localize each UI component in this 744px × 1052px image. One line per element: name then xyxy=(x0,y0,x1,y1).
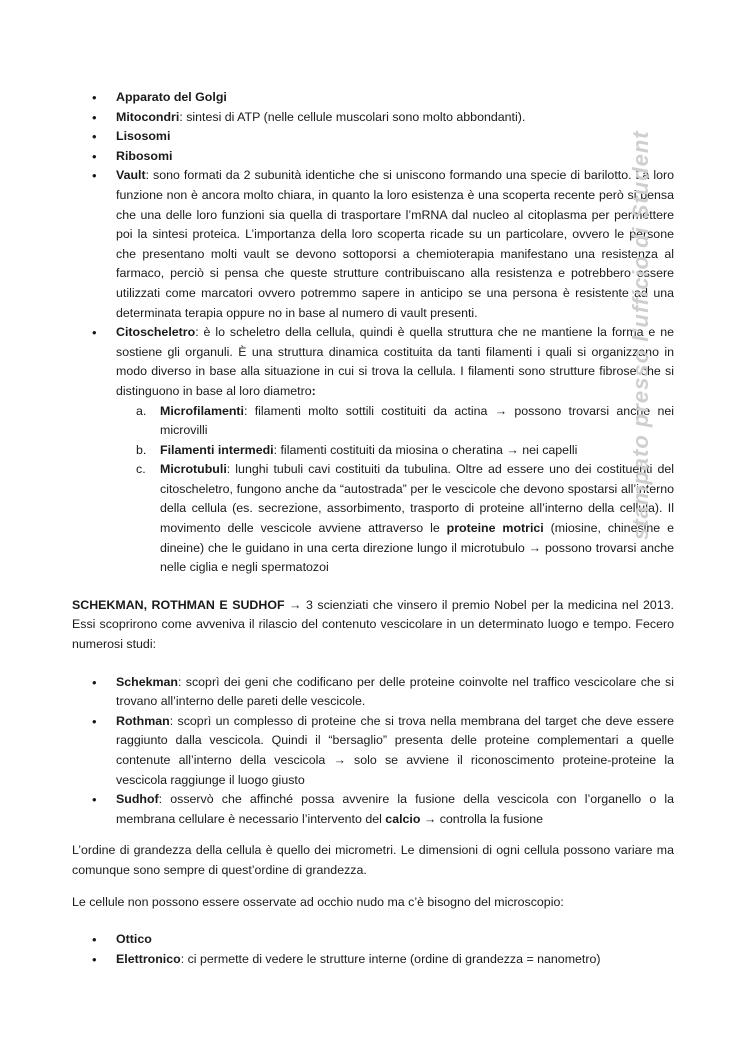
term: Sudhof xyxy=(116,792,159,807)
list-item-citoscheletro xyxy=(72,323,674,401)
colon: : xyxy=(311,383,316,398)
term: Elettronico xyxy=(116,951,181,966)
list-item xyxy=(72,673,674,712)
term: Ribosomi xyxy=(116,148,173,163)
description: → 3 scienziati che vinsero il premio Nobel per la medicina nel 2013. Essi scoprirono come avveniva il rilascio del contenuto vescicolare in un determinato luogo e tempo. Fecero numerosi studi: xyxy=(72,597,674,652)
list-item xyxy=(72,930,674,950)
sublist-marker: c. xyxy=(136,462,146,477)
sublist-item xyxy=(72,402,674,441)
list-item xyxy=(72,88,674,108)
term: Apparato del Golgi xyxy=(116,90,227,104)
scientists-names: SCHEKMAN, ROTHMAN E SUDHOF xyxy=(72,597,285,612)
term: Citoscheletro xyxy=(116,325,196,340)
term: Rothman xyxy=(116,713,170,728)
term: Vault xyxy=(116,168,146,183)
description: : filamenti molto sottili costituiti da actina → possono trovarsi anche nei microvilli xyxy=(160,403,674,438)
nobel-paragraph xyxy=(72,596,674,655)
list-item-vault xyxy=(72,166,674,323)
size-paragraph: L’ordine di grandezza della cellula è quello dei micrometri. Le dimensioni di ogni cellula possono variare ma comunque sono sempre di quest’ordine di grandezza. xyxy=(72,843,674,877)
filament-sublist xyxy=(72,402,674,578)
document-body xyxy=(72,88,674,969)
organelles-list xyxy=(72,88,674,402)
term: Filamenti intermedi xyxy=(160,442,274,457)
list-item xyxy=(72,127,674,147)
term: Microfilamenti xyxy=(160,403,244,418)
term: Ottico xyxy=(116,932,152,947)
term: proteine motrici xyxy=(446,521,544,536)
description: : è lo scheletro della cellula, quindi è quella struttura che ne mantiene la forma e ne sostiene gli organuli. È una struttura dinamica costituita da tanti filamenti i quali si organizzano in modo diverso in base alla situazione in cui si trova la cellula. I filamenti sono strutture fibrose che si distinguono in base al loro diametro xyxy=(116,325,674,398)
term: Schekman xyxy=(116,674,178,689)
list-item xyxy=(72,108,674,128)
list-item xyxy=(72,147,674,167)
description: : ci permette di vedere le strutture interne (ordine di grandezza = nanometro) xyxy=(180,951,601,966)
list-item xyxy=(72,950,674,970)
watermark: stampato presso l’ufficio di Student xyxy=(628,130,653,540)
term: calcio xyxy=(385,811,421,826)
term: Mitocondri xyxy=(116,109,180,124)
scientists-list xyxy=(72,673,674,830)
sublist-marker: b. xyxy=(136,442,147,457)
term: Lisosomi xyxy=(116,129,171,144)
microscope-paragraph: Le cellule non possono essere osservate ad occhio nudo ma c’è bisogno del microscopio: xyxy=(72,894,564,909)
term: Microtubuli xyxy=(160,462,227,477)
description: : sono formati da 2 subunità identiche che si uniscono formando una specie di barilotto. La loro funzione non è ancora molto chiara, in quanto la loro esistenza è una scoperta recente però si pensa che una delle loro funzioni sia quella di trasportare l’mRNA dal nucleo al citoplasma per permettere poi la sintesi proteica. L’importanza della loro scoperta ricade su un particolare, ovvero le persone che presentano molti vault se devono sottoporsi a chemioterapia manifestano una resistenza al farmaco, perciò si pensa che queste strutture contribuiscano alla resistenza e potrebbero essere utilizzati come marcatori ovvero potremmo sapere in anticipo se una persona è resistente ad una determinata terapia oppure no in base al numero di vault presenti. xyxy=(116,168,674,320)
description: : filamenti costituiti da miosina o cheratina → nei capelli xyxy=(273,442,578,457)
list-item xyxy=(72,712,674,790)
description: → controlla la fusione xyxy=(420,811,544,826)
description: : sintesi di ATP (nelle cellule muscolari sono molto abbondanti). xyxy=(179,109,526,124)
description: (miosine, chinesine e dineine) che le guidano in una certa direzione lungo il microtubulo → possono trovarsi anche nelle ciglia e negli spermatozoi xyxy=(160,521,674,575)
description: : scoprì un complesso di proteine che si trova nella membrana del target che deve essere raggiunto dalla vescicola. Quindi il “bersaglio” presenta delle proteine complementari a quelle contenute all’interno della vescicola → solo se avviene il riconoscimento proteine-proteine la vescicola raggiunge il luogo giusto xyxy=(116,713,674,787)
sublist-item xyxy=(72,441,674,461)
sublist-marker: a. xyxy=(136,403,147,418)
description: : osservò che affinché possa avvenire la fusione della vescicola con l’organello o la membrana cellulare è necessario l’intervento del xyxy=(116,792,674,826)
sublist-item xyxy=(72,460,674,578)
microscope-list xyxy=(72,930,674,969)
description: : lunghi tubuli cavi costituiti da tubulina. Oltre ad essere uno dei costituenti del citoscheletro, fungono anche da “autostrada” per le vescicole che devono spostarsi all’interno della cellula (es. secrezione, assorbimento, trasporto di proteine all’interno della cellula). Il movimento delle vescicole avviene attraverso le xyxy=(160,462,674,536)
list-item xyxy=(72,790,674,829)
description: : scoprì dei geni che codificano per delle proteine coinvolte nel traffico vescicolare che si trovano all’interno delle pareti delle vescicole. xyxy=(116,674,674,709)
